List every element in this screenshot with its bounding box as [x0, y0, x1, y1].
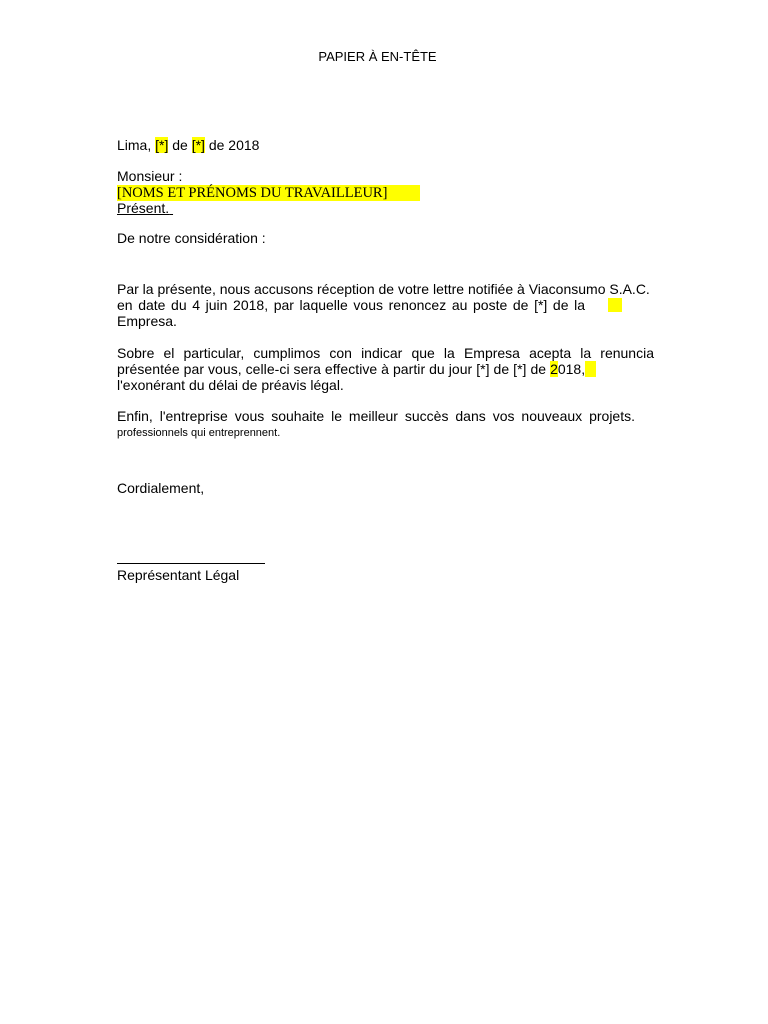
- paragraph-acceptance-line-2: présentée par vous, celle-ci sera effective à partir du jour [*] de [*] de 2018,: [117, 361, 654, 377]
- date-city: Lima,: [117, 137, 156, 153]
- highlight-marker-2: [585, 361, 596, 377]
- date-de: de: [168, 137, 192, 153]
- paragraph-reception-line-3: Empresa.: [117, 313, 177, 329]
- present-label: Présent.: [117, 200, 170, 216]
- paragraph-acceptance-line-1: Sobre el particular, cumplimos con indicar que la Empresa acepta la renuncia: [117, 345, 654, 361]
- paragraph-reception-line-1: Par la présente, nous accusons réception de votre lettre notifiée à Viaconsumo S.A.C.: [117, 281, 650, 297]
- signature-line: [117, 563, 265, 564]
- paragraph-wishes-line-1: Enfin, l'entreprise vous souhaite le meilleur succès dans vos nouveaux projets.: [117, 408, 635, 424]
- recipient-name-line: [117, 184, 420, 201]
- highlight-marker: [608, 298, 622, 312]
- recipient-name-placeholder: [NOMS ET PRÉNOMS DU TRAVAILLEUR]: [117, 185, 420, 201]
- year-highlight: 2: [550, 361, 558, 377]
- closing: Cordialement,: [117, 480, 205, 496]
- salutation: Monsieur :: [117, 168, 183, 184]
- date-month-placeholder: [*]: [191, 137, 205, 153]
- signature-label: Représentant Légal: [117, 567, 240, 583]
- paragraph-acceptance-line-3: l'exonérant du délai de préavis légal.: [117, 377, 344, 393]
- paragraph-reception-line-2: en date du 4 juin 2018, par laquelle vous renoncez au poste de [*] de la: [117, 297, 622, 313]
- date-line: [117, 137, 259, 153]
- date-day-placeholder: [*]: [155, 137, 169, 153]
- paragraph-wishes: [117, 408, 635, 440]
- paragraph-wishes-line-2: professionnels qui entreprennent.: [117, 427, 281, 439]
- greeting: De notre considération :: [117, 230, 266, 246]
- date-year: de 2018: [204, 137, 260, 153]
- paragraph-acceptance: [117, 345, 654, 393]
- letterhead-title: PAPIER À EN-TÊTE: [318, 49, 437, 64]
- paragraph-reception: [117, 281, 654, 329]
